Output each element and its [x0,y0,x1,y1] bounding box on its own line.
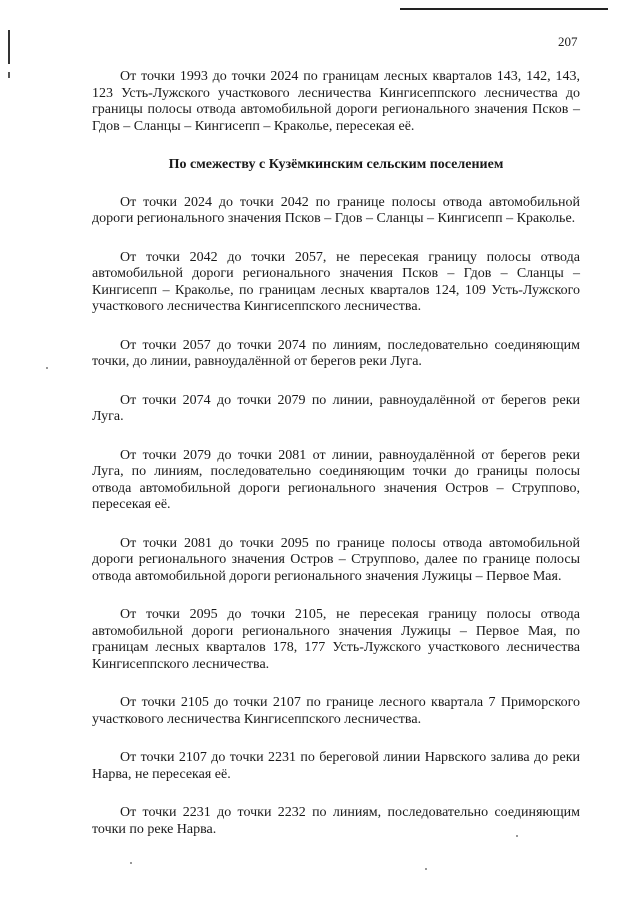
paragraph: От точки 2231 до точки 2232 по линиям, последовательно соединяющим точки по реке Нарва. [92,805,580,837]
paragraph: От точки 2074 до точки 2079 по линии, равноудалённой от берегов реки Луга. [92,392,580,424]
scan-speck [130,862,132,864]
document-body [92,69,580,860]
scan-margin-mark [8,30,10,64]
scan-border-line [400,8,608,10]
paragraph: От точки 2095 до точки 2105, не пересекая границу полосы отвода автомобильной дороги регионального значения Лужицы – Первое Мая, по границам лесных кварталов 178, 177 Усть-Лужского участкового лесничества Кингисеппского лесничества. [92,607,580,672]
paragraph: От точки 1993 до точки 2024 по границам лесных кварталов 143, 142, 143, 123 Усть-Лужского участкового лесничества Кингисеппского лесничества до границы полосы отвода автомобильной дороги регионального значения Псков – Гдов – Сланцы – Кингисепп – Краколье, пересекая её. [92,69,580,134]
scan-speck [425,868,427,870]
page-number: 207 [558,34,578,49]
paragraph: От точки 2057 до точки 2074 по линиям, последовательно соединяющим точки, до линии, равноудалённой от берегов реки Луга. [92,337,580,369]
scan-margin-mark [8,72,10,78]
paragraph: От точки 2079 до точки 2081 от линии, равноудалённой от берегов реки Луга, по линиям, последовательно соединяющим точки до границы полосы отвода автомобильной дороги регионального значения Остров – Струппово, пересекая её. [92,447,580,512]
paragraph: От точки 2042 до точки 2057, не пересекая границу полосы отвода автомобильной дороги регионального значения Псков – Гдов – Сланцы – Кингисепп – Краколье, по границам лесных кварталов 124, 109 Усть-Лужского участкового лесничества Кингисеппского лесничества. [92,249,580,314]
paragraph: От точки 2107 до точки 2231 по береговой линии Нарвского залива до реки Нарва, не пересекая её. [92,750,580,782]
paragraph: От точки 2081 до точки 2095 по границе полосы отвода автомобильной дороги регионального значения Остров – Струппово, далее по границе полосы отвода автомобильной дороги регионального значения Лужицы – Первое Мая. [92,535,580,584]
paragraph: От точки 2105 до точки 2107 по границе лесного квартала 7 Приморского участкового лесничества Кингисеппского лесничества. [92,695,580,727]
scan-speck [46,367,48,369]
section-heading: По смежеству с Кузёмкинским сельским поселением [168,157,504,172]
paragraph: От точки 2024 до точки 2042 по границе полосы отвода автомобильной дороги регионального значения Псков – Гдов – Сланцы – Кингисепп – Краколье. [92,194,580,226]
